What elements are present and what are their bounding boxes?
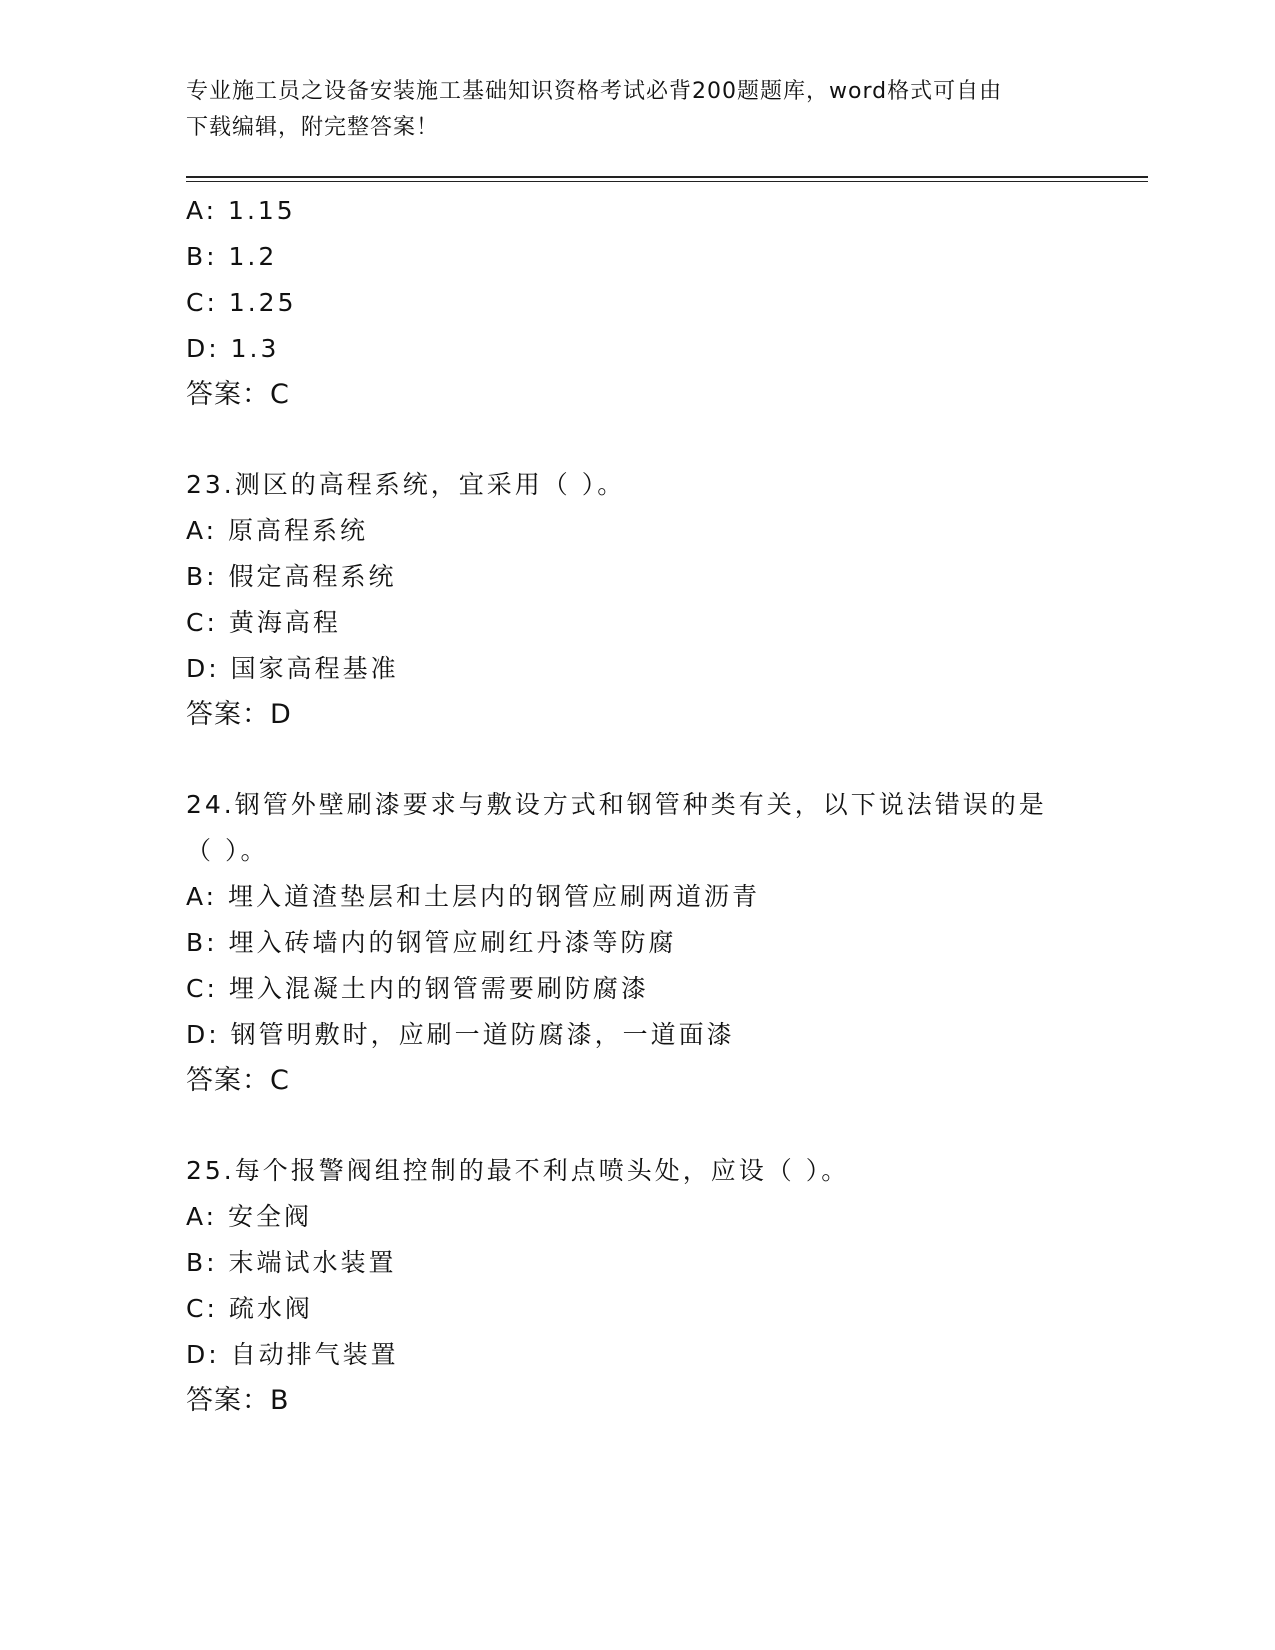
question-23 [186,462,1086,738]
option-b: B: 假定高程系统 [186,562,397,591]
document-header [186,74,1066,146]
question-spacer [186,418,1086,462]
answer-line: 答案：B [186,1385,290,1416]
header-title-line-1: 专业施工员之设备安装施工基础知识资格考试必背200题题库，word格式可自由 [186,79,1003,104]
question-25 [186,1148,1086,1424]
question-24 [186,782,1086,1104]
question-stem: 25.每个报警阀组控制的最不利点喷头处，应设（ ）。 [186,1156,850,1185]
answer-line: 答案：C [186,1065,290,1096]
header-divider-thin [186,181,1148,182]
option-a: A: 1.15 [186,196,296,225]
option-d: D: 1.3 [186,334,280,363]
option-c: C: 疏水阀 [186,1294,313,1323]
question-stem: 24.钢管外壁刷漆要求与敷设方式和钢管种类有关，以下说法错误的是（ ）。 [186,790,1047,865]
option-c: C: 埋入混凝土内的钢管需要刷防腐漆 [186,974,649,1003]
question-spacer [186,1104,1086,1148]
option-a: A: 安全阀 [186,1202,313,1231]
answer-line: 答案：D [186,699,292,730]
header-title-line-2: 下载编辑，附完整答案！ [186,115,440,140]
option-a: A: 原高程系统 [186,516,369,545]
option-c: C: 黄海高程 [186,608,341,637]
header-divider-thick [186,176,1148,178]
option-d: D: 钢管明敷时，应刷一道防腐漆，一道面漆 [186,1020,735,1049]
question-list [186,188,1086,1424]
option-a: A: 埋入道渣垫层和土层内的钢管应刷两道沥青 [186,882,761,911]
option-b: B: 1.2 [186,242,278,271]
question-22 [186,188,1086,418]
option-d: D: 自动排气装置 [186,1340,399,1369]
option-c: C: 1.25 [186,288,297,317]
option-d: D: 国家高程基准 [186,654,399,683]
answer-line: 答案：C [186,379,290,410]
question-stem: 23.测区的高程系统，宜采用（ ）。 [186,470,626,499]
question-spacer [186,738,1086,782]
option-b: B: 埋入砖墙内的钢管应刷红丹漆等防腐 [186,928,677,957]
option-b: B: 末端试水装置 [186,1248,397,1277]
